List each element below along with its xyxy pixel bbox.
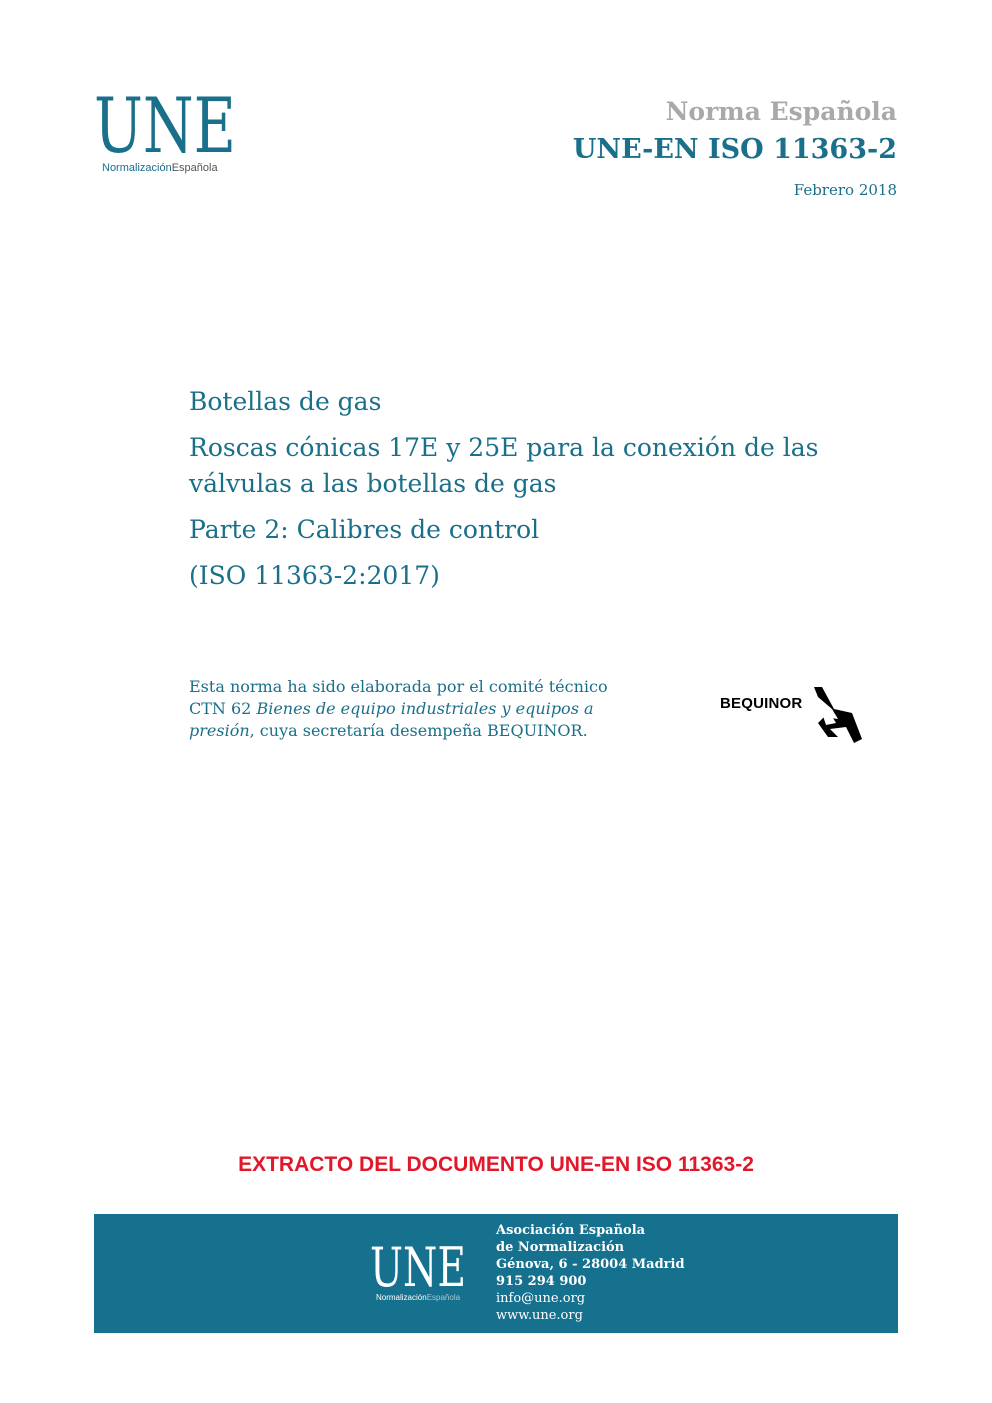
norma-code: UNE-EN ISO 11363-2	[572, 134, 897, 165]
title-line-2: Roscas cónicas 17E y 25E para la conexión de las válvulas a las botellas de gas	[189, 433, 819, 498]
title-line-4: (ISO 11363-2:2017)	[189, 561, 440, 590]
logo-tagline-a: Normalización	[102, 162, 172, 174]
logo-tagline-b: Española	[171, 162, 218, 174]
svg-text:NormalizaciónEspañola	[102, 162, 218, 174]
document-header	[573, 96, 897, 200]
svg-text:NormalizaciónEspañola	[376, 1293, 461, 1302]
norma-label: Norma Española	[665, 97, 897, 126]
committee-statement	[189, 676, 649, 742]
footer-web-link[interactable]: www.une.org	[496, 1308, 583, 1323]
une-logo	[94, 92, 244, 174]
title-line-1: Botellas de gas	[189, 387, 382, 416]
norma-date: Febrero 2018	[793, 181, 897, 199]
bequinor-label: BEQUINOR	[720, 695, 803, 712]
footer-phone: 915 294 900	[496, 1274, 587, 1289]
footer-org-line-1: Asociación Española	[496, 1223, 646, 1238]
title-line-3: Parte 2: Calibres de control	[189, 515, 540, 544]
committee-text-a: Esta norma ha sido elaborada por el comité técnico CTN 62	[189, 677, 608, 718]
committee-name: Bienes de equipo industriales y equipos a presión	[189, 699, 594, 740]
bequinor-logo	[718, 683, 868, 747]
committee-text-b: , cuya secretaría desempeña BEQUINOR.	[249, 721, 588, 740]
document-title	[189, 384, 849, 594]
footer-org-line-2: de Normalización	[496, 1240, 625, 1255]
footer-logo-letters: UNE	[370, 1242, 466, 1299]
footer-address: Génova, 6 - 28004 Madrid	[496, 1257, 685, 1272]
extract-notice: EXTRACTO DEL DOCUMENTO UNE-EN ISO 11363-2	[238, 1153, 754, 1176]
footer-une-logo	[370, 1242, 470, 1304]
footer-logo-tagline-b: Española	[426, 1293, 461, 1302]
logo-letters: UNE	[94, 92, 236, 170]
footer-email-link[interactable]: info@une.org	[496, 1291, 586, 1306]
bequinor-mark-icon	[718, 683, 868, 747]
footer-band	[94, 1214, 898, 1333]
footer-contact	[496, 1222, 685, 1324]
footer-logo-tagline-a: Normalización	[376, 1293, 427, 1302]
